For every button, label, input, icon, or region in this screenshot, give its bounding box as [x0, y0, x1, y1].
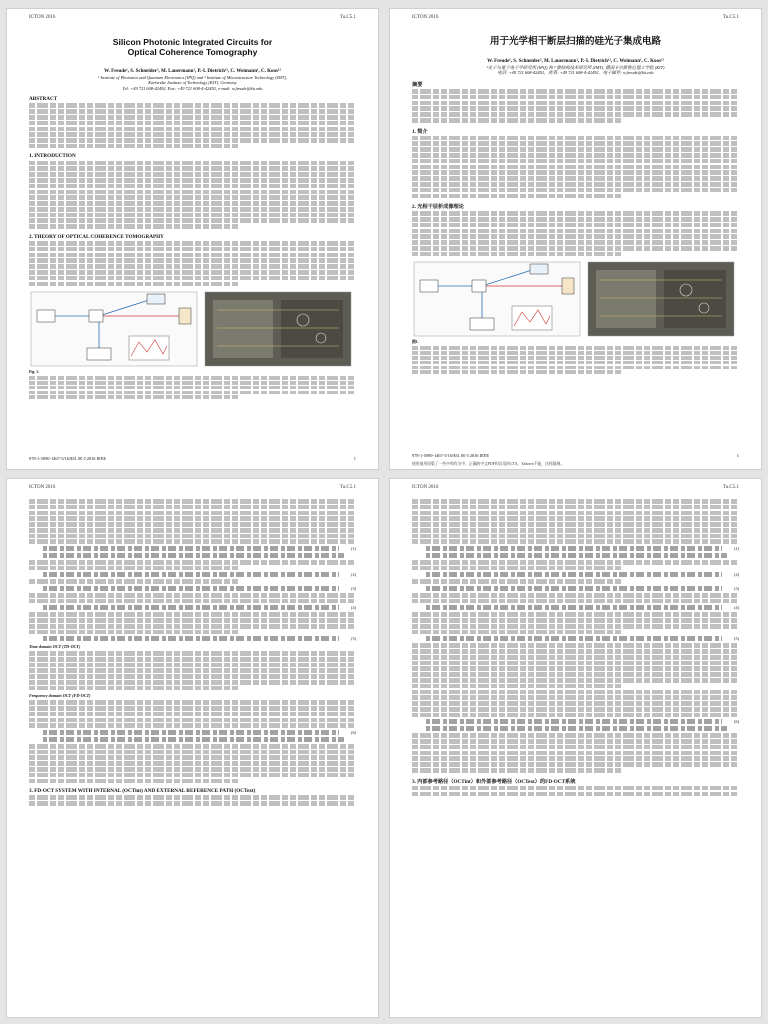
para-td-oct: Time domain OCT (TD-OCT): [29, 644, 81, 650]
fig1a-interferometer-diagram: [412, 260, 582, 338]
page-1-english: [6, 8, 379, 470]
figure-1: [412, 260, 739, 338]
page-header: [412, 485, 739, 493]
equation-number: (5): [351, 636, 356, 642]
page-number: 1: [353, 456, 356, 461]
fig1b-chip-micrograph: [203, 290, 353, 368]
equation-number: (2): [351, 572, 356, 578]
equation-number: (1): [734, 546, 739, 552]
figure-1: [29, 290, 356, 368]
equation-number: (3): [351, 586, 356, 592]
page-footer: [29, 456, 356, 461]
equation-number: (4): [734, 605, 739, 611]
page-header: [29, 15, 356, 23]
equation-number: (2): [734, 572, 739, 578]
fig-caption-label: Fig. 1.: [29, 370, 40, 375]
authors: W. Freude¹, S. Schneider², M. Lauermann¹, P.-I. Dietrich¹², C. Weimann¹, C. Koos¹²: [104, 69, 281, 74]
fig1a-interferometer-diagram: [29, 290, 199, 368]
affiliation-line: ¹光子与量子电子学研究所 (IPQ) 和 ² 微结构技术研究所 (IMT), 德国卡尔斯鲁厄理工学院 (KIT): [486, 65, 665, 70]
affiliation-line-2: Karlsruhe Institute of Technology (KIT), Germany: [148, 80, 237, 86]
equation-6: [426, 719, 739, 724]
equation-number: (6): [351, 729, 356, 735]
paper-title-cn: 用于光学相干断层扫描的硅光子集成电路: [489, 36, 661, 47]
contact-line: 电话: +49 721 608-42492，传真: +49 721 608-4-42492，电子邮件: w.freude@kit.edu: [497, 70, 654, 76]
page-number: 1: [736, 453, 739, 458]
title-line-1: Silicon Photonic Integrated Circuits for: [112, 37, 273, 47]
equation-number: (6): [734, 719, 739, 725]
affiliation-line-3: Tel: +49 721 608-42492, Fax: +49 721 608-4-42492, e-mail: w.freude@kit.edu: [122, 85, 263, 91]
affiliation: [29, 75, 356, 91]
equation-3: [43, 586, 356, 591]
equation-6b: [43, 737, 356, 742]
abstract-heading: ABSTRACT: [29, 96, 58, 103]
equation-1b: [426, 553, 739, 558]
abstract-body: [412, 89, 739, 123]
section-1-body: [412, 136, 739, 198]
equation-5: [426, 636, 739, 641]
equation-number: (4): [351, 605, 356, 611]
session-label: Tu.C5.1: [339, 15, 356, 20]
equation-2: [426, 572, 739, 577]
section-2-heading: 2. THEORY OF OPTICAL COHERENCE TOMOGRAPHY: [29, 233, 164, 240]
equation-4: [43, 605, 356, 610]
session-label: Tu.C5.1: [722, 485, 739, 490]
equation-2: [43, 572, 356, 577]
equation-number: (3): [734, 586, 739, 592]
page-footer: [412, 453, 739, 458]
page-header: [29, 485, 356, 493]
title-line-2: Optical Coherence Tomography: [127, 47, 258, 57]
para-fd-oct: Frequency domain OCT (FD-OCT): [29, 693, 91, 699]
affiliation-line-1: ¹ Institute of Photonics and Quantum Electronics (IPQ) and ² Institute of Microstructure Technology (IMT),: [98, 75, 287, 80]
section-2-body: [29, 241, 356, 286]
fig1b-chip-micrograph: [586, 260, 736, 338]
conference-label: ICTON 2016: [29, 485, 56, 490]
session-label: Tu.C5.1: [722, 15, 739, 20]
translation-note: 使用使用原版了一些中和有关中，正确的中文PDF和汉语的CTA，Yadown不能，这样限制。: [412, 462, 565, 466]
section-1-heading: 1. INTRODUCTION: [29, 153, 76, 160]
abstract-heading: 摘要: [412, 81, 423, 88]
section-3-heading: 3. FD-OCT SYSTEM WITH INTERNAL (OCTint) AND EXTERNAL REFERENCE PATH (OCText): [29, 788, 256, 795]
fig-caption-label: 图1.: [412, 340, 419, 345]
equation-1: [43, 546, 356, 551]
equation-1b: [43, 553, 356, 558]
conference-label: ICTON 2016: [412, 15, 439, 20]
section-2-heading: 2. 光相干层析成像理论: [412, 204, 464, 211]
equation-4: [426, 605, 739, 610]
equation-5: [43, 636, 356, 641]
equation-6b: [426, 726, 739, 731]
equation-number: (1): [351, 546, 356, 552]
section-1-body: [29, 161, 356, 229]
page-4-chinese: [389, 478, 762, 1018]
body-text-1: [412, 499, 739, 544]
figure-1-caption: [412, 340, 739, 374]
copyright: 978-1-5090-1467-5/16/$31.00 ©2016 IEEE: [412, 453, 490, 458]
section-1-heading: 1. 简介: [412, 128, 428, 135]
conference-label: ICTON 2016: [412, 485, 439, 490]
affiliation: [412, 65, 739, 76]
conference-label: ICTON 2016: [29, 15, 56, 20]
page-3-english: [6, 478, 379, 1018]
figure-1-caption: [29, 370, 356, 399]
abstract-body: [29, 103, 356, 148]
equation-3: [426, 586, 739, 591]
section-2-body: [412, 211, 739, 256]
paper-title: [29, 37, 356, 57]
body-text-1: [29, 499, 356, 544]
copyright: 978-1-5090-1467-5/16/$31.00 ©2016 IEEE: [29, 456, 107, 461]
section-3-heading: 3. 内部参考路径（OCTint）和外部参考路径（OCText）的FD-OCT系统: [412, 778, 576, 785]
page-header: [412, 15, 739, 23]
session-label: Tu.C5.1: [339, 485, 356, 490]
equation-6: [43, 730, 356, 735]
page-2-chinese: [389, 8, 762, 470]
equation-number: (5): [734, 636, 739, 642]
equation-1: [426, 546, 739, 551]
authors: W. Freude¹, S. Schneider², M. Lauermann¹, P.-I. Dietrich¹², C. Weimann¹, C. Koos¹²: [487, 59, 664, 64]
